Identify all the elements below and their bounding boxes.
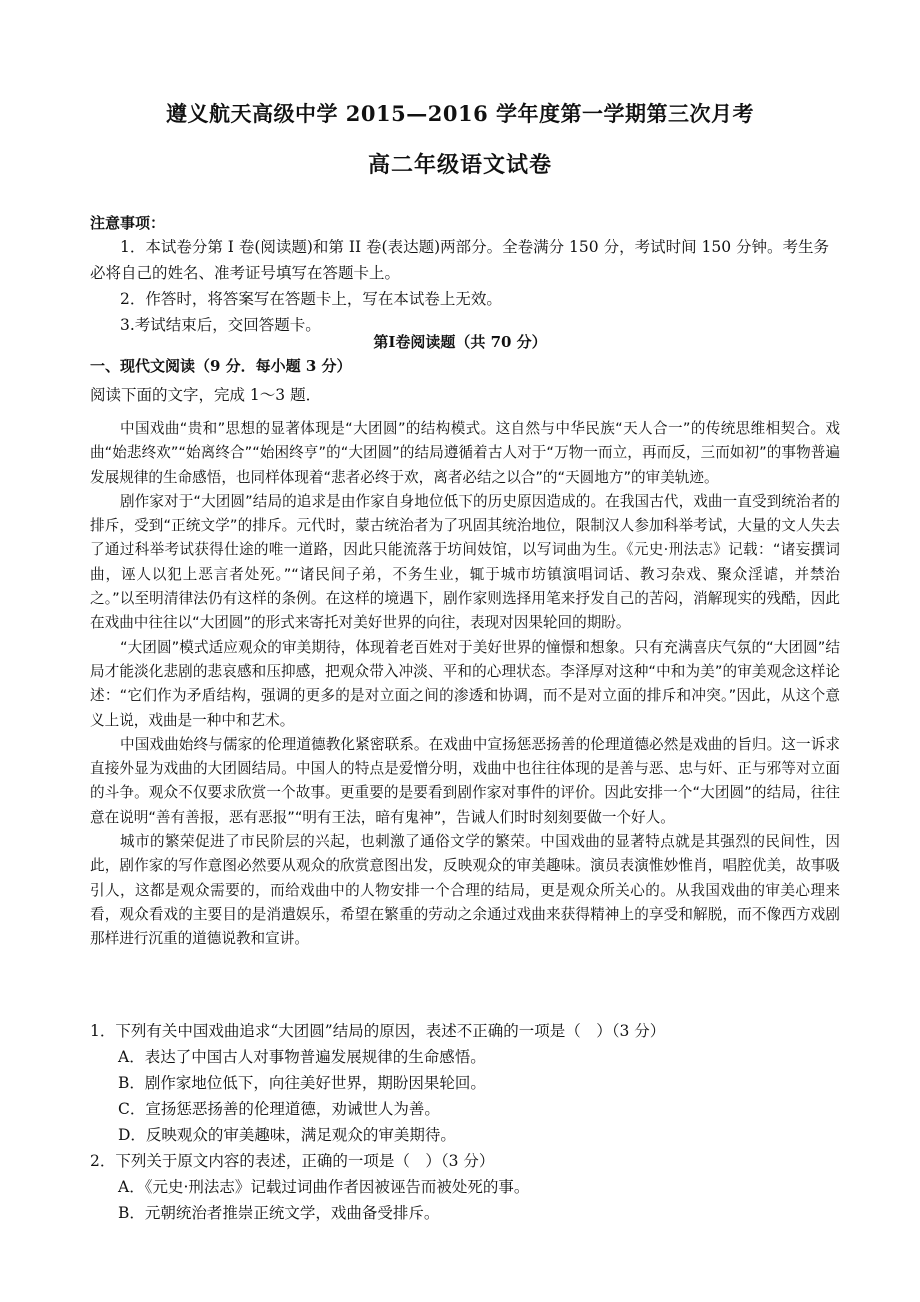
passage-paragraph: “大团圆”模式适应观众的审美期待，体现着老百姓对于美好世界的憧憬和想象。只有充满喜庆气氛的“大团圆”结局才能淡化悲剧的悲哀感和压抑感，把观众带入冲淡、平和的心理状态。李泽厚对这种“中和为美”的审美观念这样论述：“它们作为矛盾结构，强调的更多的是对立面之间的渗透和协调，而不是对立面的排斥和冲突。”因此，从这个意义上说，戏曲是一种中和艺术。 — [90, 638, 840, 729]
question-option: D．反映观众的审美趣味，满足观众的审美期待。 — [118, 1126, 456, 1144]
note-item: 3.考试结束后，交回答题卡。 — [120, 316, 321, 334]
questions — [90, 1018, 840, 1226]
exam-title: 遵义航天高级中学 2015—2016 学年度第一学期第三次月考 — [165, 101, 754, 126]
question-option: C．宣扬惩恶扬善的伦理道德，劝诫世人为善。 — [118, 1100, 440, 1118]
note-item: 2．作答时，将答案写在答题卡上，写在本试卷上无效。 — [120, 290, 502, 308]
question-option: B．剧作家地位低下，向往美好世界，期盼因果轮回。 — [118, 1074, 486, 1092]
passage-paragraph: 城市的繁荣促进了市民阶层的兴起，也刺激了通俗文学的繁荣。中国戏曲的显著特点就是其强烈的民间性，因此，剧作家的写作意图必然要从观众的欣赏意图出发，反映观众的审美趣味。演员表演惟妙惟肖，唱腔优美，故事吸引人，这都是观众需要的，而给戏曲中的人物安排一个合理的结局，更是观众所关心的。从我国戏曲的审美心理来看，观众看戏的主要目的是消遣娱乐，希望在繁重的劳动之余通过戏曲来获得精神上的享受和解脱，而不像西方戏剧那样进行沉重的道德说教和宣讲。 — [90, 833, 840, 948]
passage-paragraph: 剧作家对于“大团圆”结局的追求是由作家自身地位低下的历史原因造成的。在我国古代，戏曲一直受到统治者的排斥，受到“正统文学”的排斥。元代时，蒙古统治者为了巩固其统治地位，限制汉人参加科举考试，大量的文人失去了通过科举考试获得仕途的唯一道路，因此只能流落于坊间妓馆，以写词曲为生。《元史·刑法志》记载：“诸妄撰词曲，诬人以犯上恶言者处死。”“诸民间子弟，不务生业，辄于城市坊镇演唱词话、教习杂戏、聚众淫谑，并禁治之。”以至明清律法仍有这样的条例。在这样的境遇下，剧作家则选择用笔来抒发自己的苦闷，消解现实的残酷，因此在戏曲中往往以“大团圆”的形式来寄托对美好世界的向往，表现对因果轮回的期盼。 — [90, 492, 840, 632]
exam-subtitle: 高二年级语文试卷 — [367, 152, 552, 178]
notes-heading: 注意事项： — [90, 214, 166, 232]
passage-paragraph: 中国戏曲“贵和”思想的显著体现是“大团圆”的结构模式。这自然与中华民族“天人合一”的传统思维相契合。戏曲“始悲终欢”“始离终合”“始困终亨”的“大团圆”的结局遵循着古人对于“万物一而立，再而反，三而如初”的事物普遍发展规律的生命感悟，也同样体现着“悲者必终于欢，离者必结之以合”的“天圆地方”的审美轨迹。 — [90, 420, 840, 486]
question-stem: 1．下列有关中国戏曲追求“大团圆”结局的原因，表述不正确的一项是（ ）（3 分） — [90, 1022, 666, 1040]
passage-paragraph: 中国戏曲始终与儒家的伦理道德教化紧密联系。在戏曲中宣扬惩恶扬善的伦理道德必然是戏曲的旨归。这一诉求直接外显为戏曲的大团圆结局。中国人的特点是爱憎分明，戏曲中也往往体现的是善与恶、忠与奸、正与邪等对立面的斗争。观众不仅要求欣赏一个故事。更重要的是要看到剧作家对事件的评价。因此安排一个“大团圆”的结局，往往意在说明“善有善报，恶有恶报”“明有王法，暗有鬼神”，告诫人们时时刻刻要做一个好人。 — [90, 735, 840, 826]
reading-passage — [90, 417, 840, 952]
question-option: B．元朝统治者推崇正统文学，戏曲备受排斥。 — [118, 1204, 440, 1222]
notes-list — [90, 234, 840, 338]
note-item: 1．本试卷分第 I 卷(阅读题)和第 II 卷(表达题)两部分。全卷满分 150 分，考试时间 150 分钟。考生务必将自己的姓名、准考证号填写在答题卡上。 — [90, 238, 830, 282]
question-option: A．《元史·刑法志》记载过词曲作者因被诬告而被处死的事。 — [118, 1178, 530, 1196]
section-title: 一、现代文阅读（9 分．每小题 3 分） — [90, 357, 352, 375]
reading-instruction: 阅读下面的文字，完成 1～3 题． — [90, 386, 322, 404]
part-title: 第Ⅰ卷阅读题（共 70 分） — [373, 333, 547, 351]
question-stem: 2．下列关于原文内容的表述，正确的一项是（ ）（3 分） — [90, 1152, 495, 1170]
question-option: A．表达了中国古人对事物普遍发展规律的生命感悟。 — [118, 1048, 486, 1066]
